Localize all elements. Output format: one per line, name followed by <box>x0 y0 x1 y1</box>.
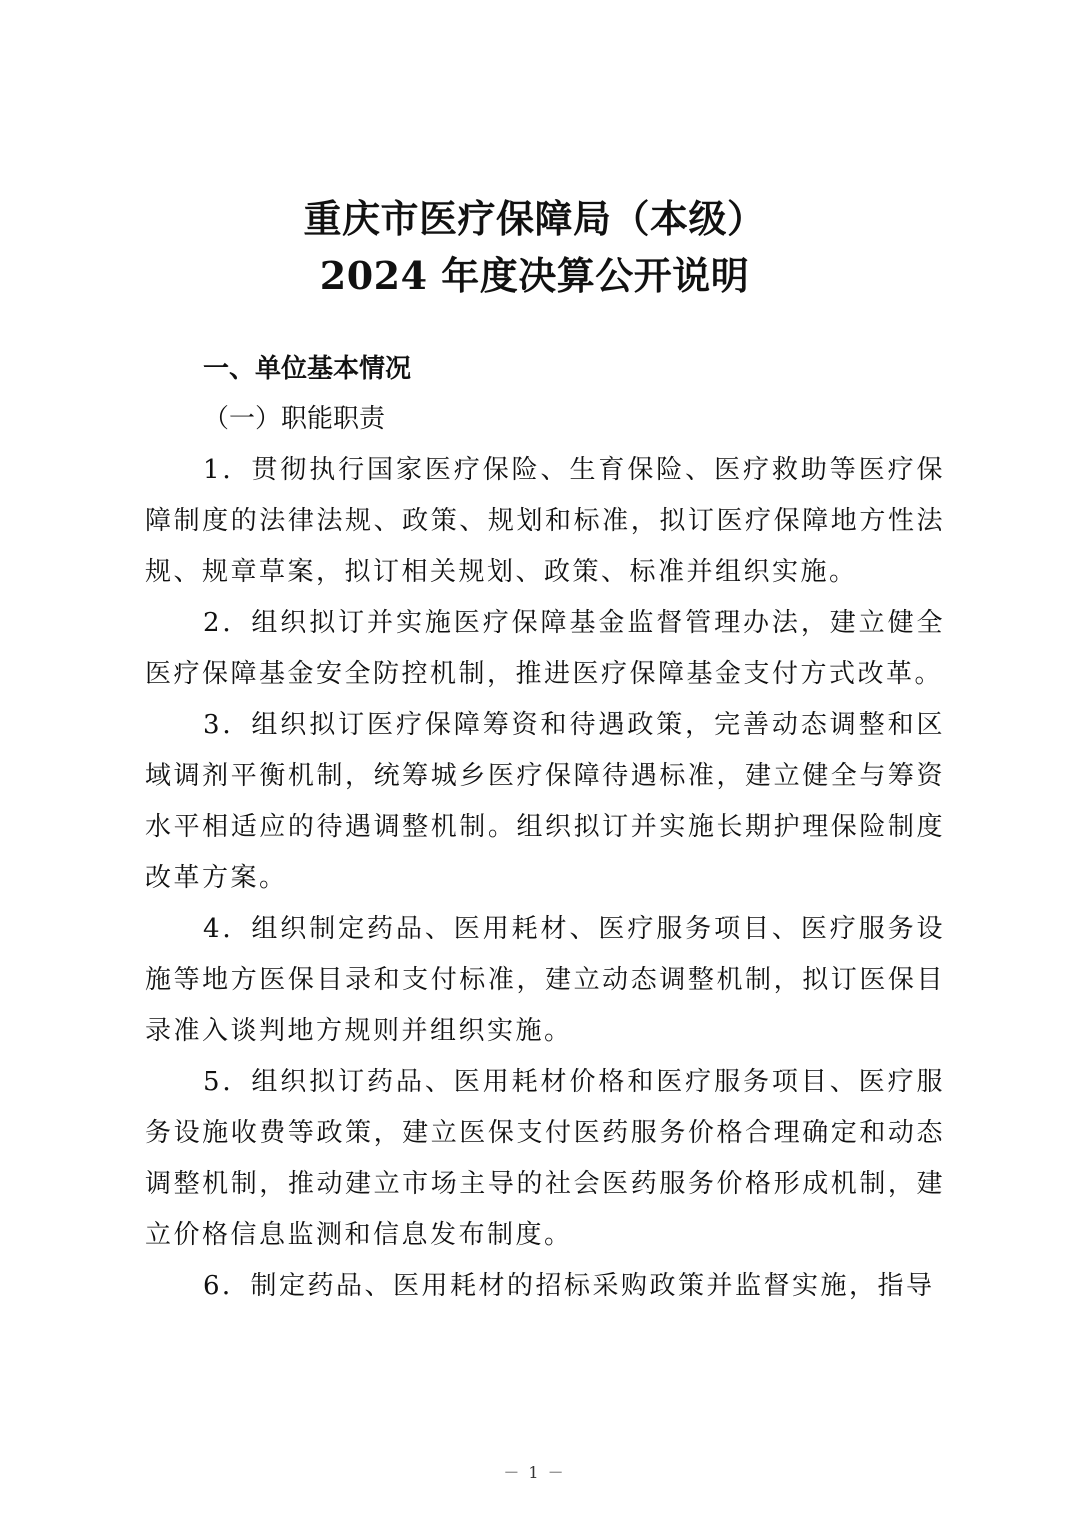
paragraph-duty-3: 3．组织拟订医疗保障筹资和待遇政策，完善动态调整和区域调剂平衡机制，统筹城乡医疗保障待遇标准，建立健全与筹资水平相适应的待遇调整机制。组织拟订并实施长期护理保险制度改革方案。 <box>145 710 945 893</box>
paragraph-duty-4: 4．组织制定药品、医用耗材、医疗服务项目、医疗服务设施等地方医保目录和支付标准，建立动态调整机制，拟订医保目录准入谈判地方规则并组织实施。 <box>145 914 945 1046</box>
paragraph-duty-5: 5．组织拟订药品、医用耗材价格和医疗服务项目、医疗服务设施收费等政策，建立医保支付医药服务价格合理确定和动态调整机制，推动建立市场主导的社会医药服务价格形成机制，建立价格信息监测和信息发布制度。 <box>145 1067 945 1250</box>
section-heading-basic-info: 一、单位基本情况 <box>203 354 412 384</box>
title-line-2: 2024 年度决算公开说明 <box>319 253 750 298</box>
title-line-1: 重庆市医疗保障局（本级） <box>303 196 766 241</box>
subsection-heading-functions: （一）职能职责 <box>203 404 386 434</box>
page-number: － 1 － <box>503 1463 566 1482</box>
document-title <box>0 190 1069 304</box>
paragraph-duty-2: 2．组织拟订并实施医疗保障基金监督管理办法，建立健全医疗保障基金安全防控机制，推进医疗保障基金支付方式改革。 <box>145 608 945 689</box>
paragraph-duty-6: 6．制定药品、医用耗材的招标采购政策并监督实施，指导 <box>203 1271 935 1301</box>
paragraph-duty-1: 1．贯彻执行国家医疗保险、生育保险、医疗救助等医疗保障制度的法律法规、政策、规划和标准，拟订医疗保障地方性法规、规章草案，拟订相关规划、政策、标准并组织实施。 <box>145 455 945 587</box>
document-body <box>145 345 945 1312</box>
